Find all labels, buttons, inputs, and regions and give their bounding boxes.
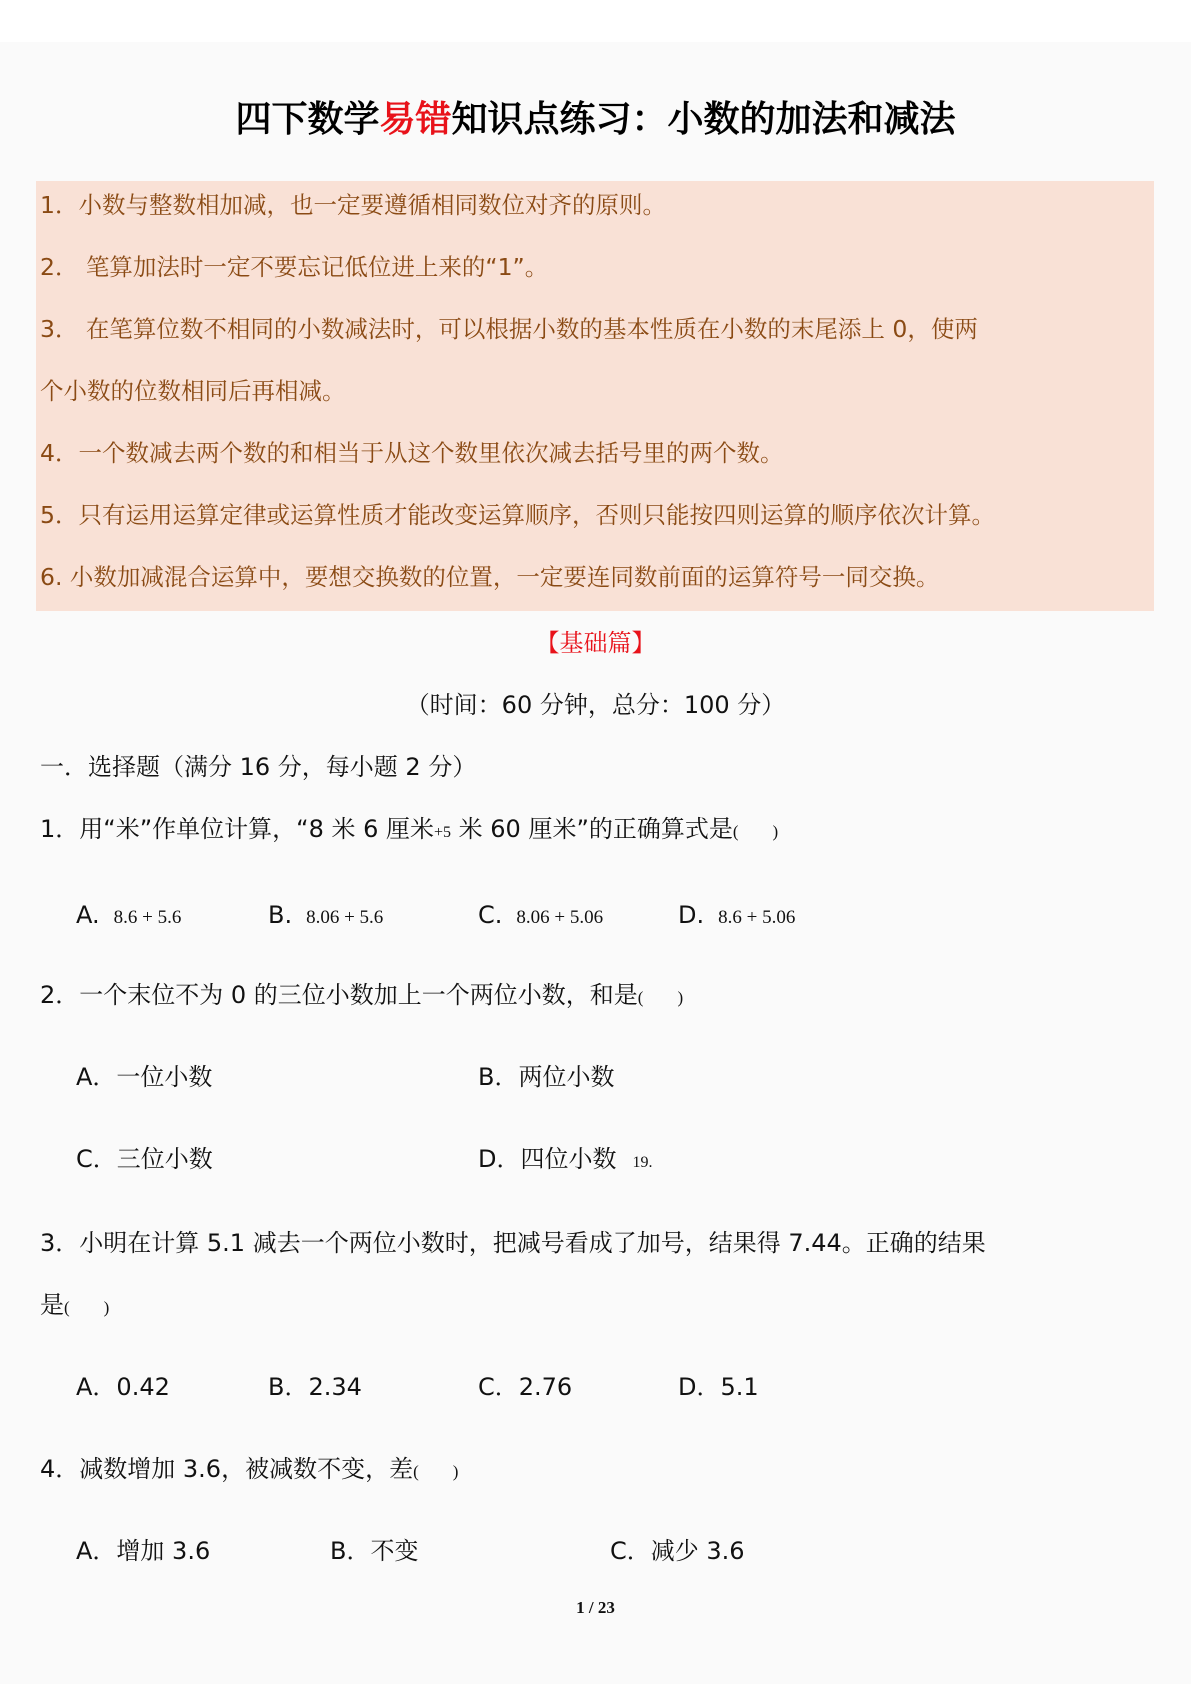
tip-item-2: 2． 笔算加法时一定不要忘记低位进上来的“1”。 bbox=[40, 253, 549, 281]
page-title bbox=[0, 92, 1191, 148]
question-3-text: 是 bbox=[40, 1291, 64, 1319]
tip-item-5: 5．只有运用运算定律或运算性质才能改变运算顺序，否则只能按四则运算的顺序依次计算。 bbox=[40, 501, 995, 529]
question-1-option-b[interactable]: B. 8.06 + 5.6 bbox=[268, 901, 384, 929]
stray-mark: 19. bbox=[632, 1154, 653, 1171]
part-one-heading: 一．选择题（满分 16 分，每小题 2 分） bbox=[40, 753, 477, 781]
question-1-text-rest: 米 60 厘米”的正确算式是 bbox=[451, 815, 733, 843]
question-3-stem-line-2 bbox=[40, 1288, 109, 1325]
question-1-stem bbox=[40, 812, 778, 850]
question-2-option-d[interactable]: D．四位小数 19. bbox=[478, 1145, 653, 1173]
question-4-option-c[interactable]: C．减少 3.6 bbox=[610, 1537, 745, 1565]
question-3-option-a[interactable]: A．0.42 bbox=[76, 1373, 170, 1401]
question-2-text: 2．一个末位不为 0 的三位小数加上一个两位小数，和是 bbox=[40, 981, 638, 1009]
question-2-stem bbox=[40, 978, 683, 1015]
question-3-answer-blank[interactable]: ( ) bbox=[64, 1298, 110, 1317]
top-margin-band bbox=[0, 0, 1191, 42]
tip-item-3: 3． 在笔算位数不相同的小数减法时，可以根据小数的基本性质在小数的末尾添上 0，使两 bbox=[40, 315, 978, 343]
time-info: （时间：60 分钟，总分：100 分） bbox=[405, 691, 786, 719]
question-1-option-c[interactable]: C. 8.06 + 5.06 bbox=[478, 901, 604, 929]
question-3-option-b[interactable]: B．2.34 bbox=[268, 1373, 362, 1401]
question-1-small-plus: +5 bbox=[434, 824, 452, 841]
tip-item-1: 1．小数与整数相加减，也一定要遵循相同数位对齐的原则。 bbox=[40, 191, 666, 219]
question-3-option-d[interactable]: D．5.1 bbox=[678, 1373, 759, 1401]
question-1-option-a[interactable]: A. 8.6 + 5.6 bbox=[76, 901, 182, 929]
question-4-text: 4．减数增加 3.6，被减数不变，差 bbox=[40, 1455, 414, 1483]
question-4-option-a[interactable]: A．增加 3.6 bbox=[76, 1537, 211, 1565]
section-label: 【基础篇】 bbox=[535, 629, 656, 657]
question-4-stem bbox=[40, 1452, 458, 1489]
question-4-answer-blank[interactable]: ( ) bbox=[413, 1462, 459, 1481]
tip-item-3-continued: 个小数的位数相同后再相减。 bbox=[40, 377, 346, 405]
question-2-option-b[interactable]: B．两位小数 bbox=[478, 1063, 615, 1091]
question-2-option-a[interactable]: A．一位小数 bbox=[76, 1063, 213, 1091]
title-highlight: 易错 bbox=[379, 99, 452, 140]
question-2-answer-blank[interactable]: ( ) bbox=[637, 988, 684, 1007]
question-1-option-d[interactable]: D. 8.6 + 5.06 bbox=[678, 901, 796, 929]
question-1-answer-blank[interactable]: ( ) bbox=[732, 822, 779, 841]
page-number: 1 / 23 bbox=[576, 1598, 615, 1617]
tip-item-6: 6. 小数加减混合运算中，要想交换数的位置，一定要连同数前面的运算符号一同交换。 bbox=[40, 563, 940, 591]
title-part-2: 知识点练习：小数的加法和减法 bbox=[451, 99, 956, 140]
title-part-1: 四下数学 bbox=[235, 99, 380, 140]
question-1-text: 1．用“米”作单位计算，“8 米 6 厘米 bbox=[40, 815, 434, 843]
question-3-stem-line-1: 3．小明在计算 5.1 减去一个两位小数时，把减号看成了加号，结果得 7.44。正确的结果 bbox=[40, 1229, 986, 1257]
question-2-option-c[interactable]: C．三位小数 bbox=[76, 1145, 213, 1173]
question-3-option-c[interactable]: C．2.76 bbox=[478, 1373, 573, 1401]
tip-item-4: 4．一个数减去两个数的和相当于从这个数里依次减去括号里的两个数。 bbox=[40, 439, 784, 467]
question-4-option-b[interactable]: B．不变 bbox=[330, 1537, 419, 1565]
